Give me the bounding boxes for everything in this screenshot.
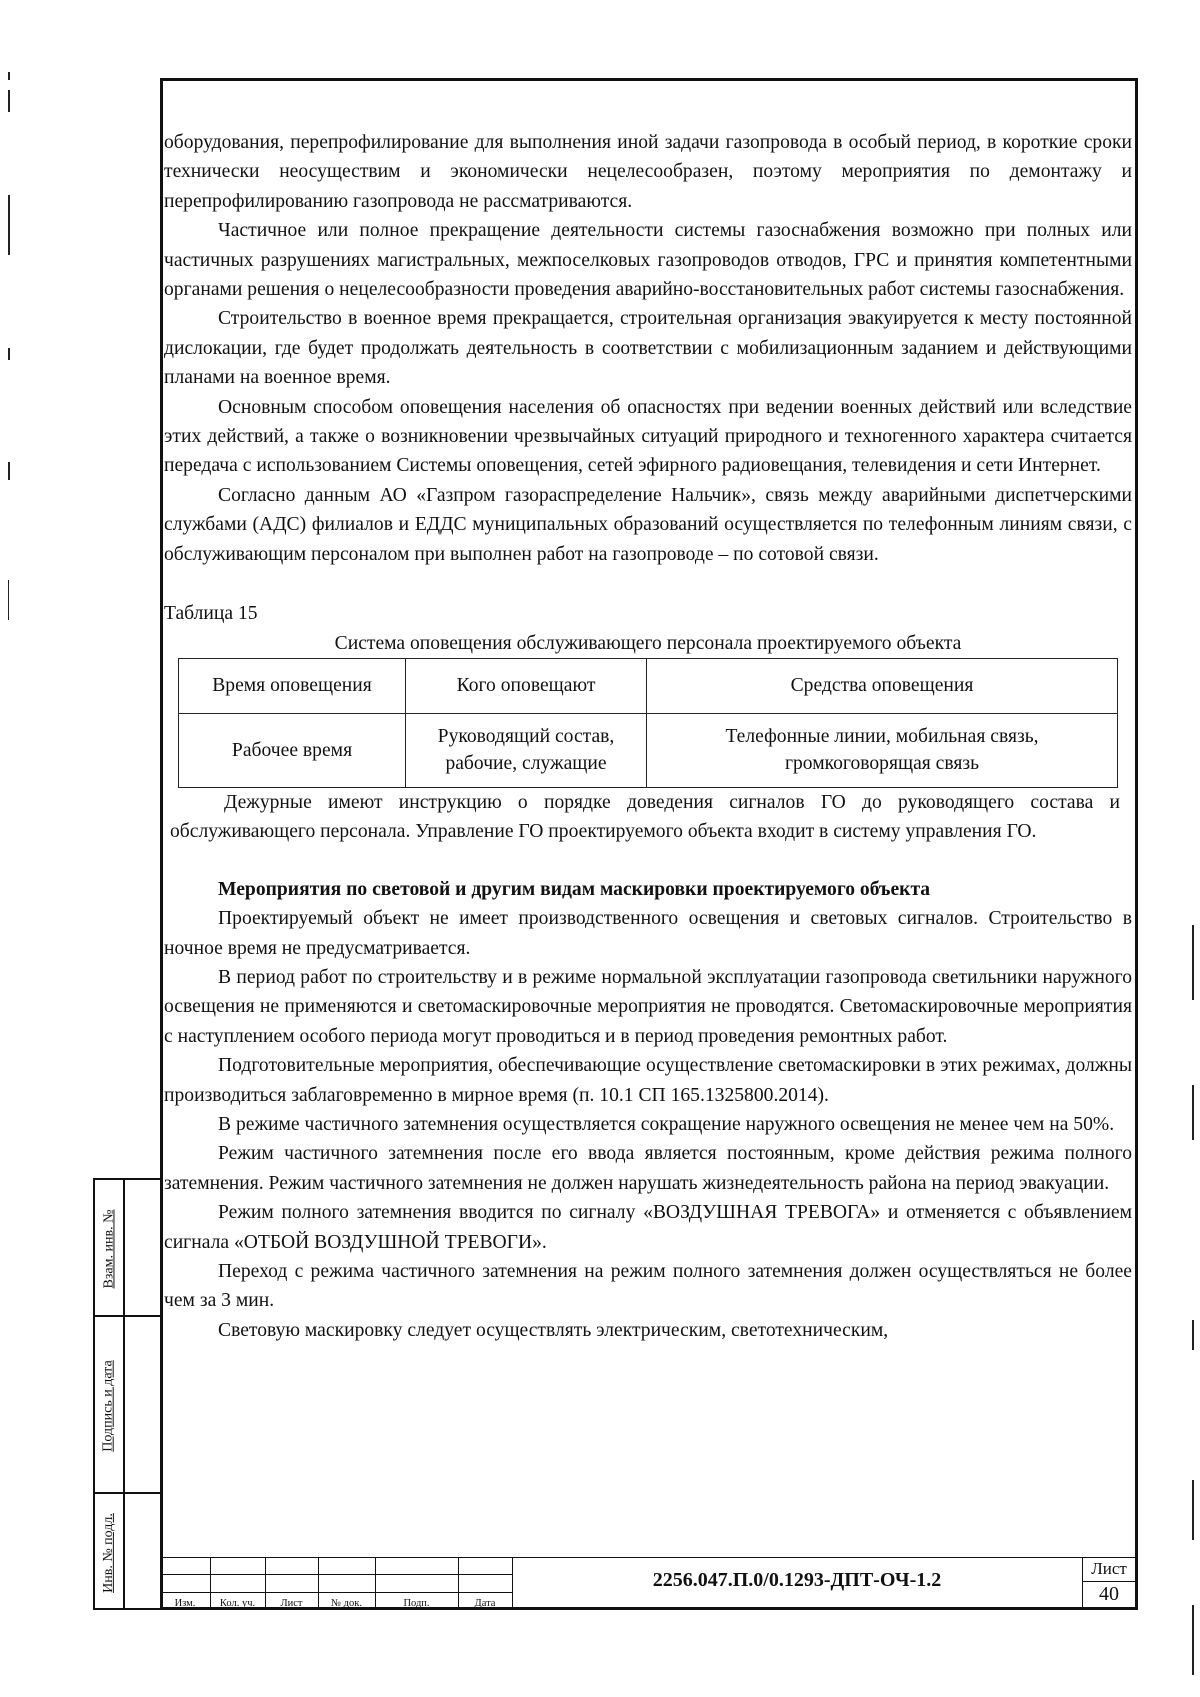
document-code: 2256.047.П.0/0.1293-ДПТ-ОЧ-1.2: [652, 1569, 942, 1591]
table-row: [179, 713, 1118, 787]
strip-row: [95, 1494, 160, 1612]
paragraph: Строительство в военное время прекращается, строительная организация эвакуируется к месту постоянной дислокации, где будет продолжать деятельность в соответствии с мобилизационным заданием и действующими планами на военное время.: [164, 308, 1132, 389]
table-cell: [647, 713, 1118, 787]
sheet-label: Лист: [1091, 1559, 1127, 1578]
section-heading: Мероприятия по световой и другим видам маскировки проектируемого объекта: [218, 878, 931, 900]
paragraph: Подготовительные мероприятия, обеспечивающие осуществление светомаскировки в этих режимах, должны производиться заблаговременно в мирное время (п. 10.1 СП 165.1325800.2014).: [164, 1055, 1132, 1106]
scan-mark: [1192, 1085, 1194, 1140]
paragraph: Частичное или полное прекращение деятельности системы газоснабжения возможно при полных или частичных разрушениях магистральных, межпоселковых газопроводов отводов, ГРС и принятия компетентными органами решения о нецелесообразности проведения аварийно-восстановительных работ системы газоснабжения.: [164, 220, 1132, 301]
approval-strip: [93, 1178, 160, 1610]
stamp-col-label: Дата: [474, 1598, 496, 1609]
stamp-col-label: Лист: [280, 1598, 303, 1609]
table-caption: Система оповещения обслуживающего персонала проектируемого объекта: [334, 632, 962, 654]
notification-table: [178, 658, 1118, 788]
table-header-row: [179, 658, 1118, 713]
paragraph: Световую маскировку следует осуществлять электрическим, светотехническим,: [218, 1319, 889, 1341]
scan-mark: [1192, 925, 1194, 1000]
table-cell: [406, 713, 647, 787]
scan-mark: [8, 72, 10, 80]
stamp-line: [1082, 1557, 1083, 1610]
table-cell-text: Руководящий состав, рабочие, служащие: [437, 726, 615, 775]
paragraph: В период работ по строительству и в режиме нормальной эксплуатации газопровода светильники наружного освещения не применяются и светомаскировочные мероприятия не проводятся. Светомаскировочные мероприятия с наступлением особого периода могут проводиться и в период проведения ремонтных работ.: [164, 966, 1132, 1047]
table-header-cell: Время оповещения: [179, 658, 406, 713]
scan-mark: [1192, 1605, 1194, 1675]
after-table-paragraph: Дежурные имеют инструкцию о порядке доведения сигналов ГО до руководящего состава и обслуживающего персонала. Управление ГО проектируемого объекта входит в систему управления ГО.: [170, 791, 1120, 843]
table-header-cell: Средства оповещения: [647, 658, 1118, 713]
strip-row: [95, 1180, 160, 1317]
stamp-col-label: Изм.: [174, 1598, 196, 1609]
paragraph: Режим частичного затемнения после его ввода является постоянным, кроме действия режима полного затемнения. Режим частичного затемнения не должен нарушать жизнедеятельность района на период эвакуации.: [164, 1143, 1132, 1194]
side-label-signature-date: Подпись и дата: [101, 1359, 117, 1452]
paragraph: Переход с режима частичного затемнения на режим полного затемнения должен осуществляться не более чем за 3 мин.: [164, 1261, 1132, 1312]
scan-mark: [8, 462, 10, 480]
paragraph: В режиме частичного затемнения осуществляется сокращение наружного освещения не менее чем на 50%.: [218, 1113, 1115, 1135]
scan-mark: [8, 90, 10, 112]
paragraph: Согласно данным АО «Газпром газораспределение Нальчик», связь между аварийными диспетчерскими службами (АДС) филиалов и ЕДДС муниципальных образований осуществляется по телефонным линиям связи, с обслуживающим персоналом при выполнен работ на газопроводе – по сотовой связи.: [164, 484, 1132, 565]
strip-row: [95, 1317, 160, 1494]
paragraph: Основным способом оповещения населения об опасностях при ведении военных действий или вследствие этих действий, а также о возникновении чрезвычайных ситуаций природного и техногенного характера считается передача с использованием Системы оповещения, сетей эфирного радиовещания, телевидения и сети Интернет.: [164, 396, 1132, 477]
stamp-col-label: Кол. уч.: [219, 1598, 256, 1609]
paragraphs-top: [164, 128, 1132, 569]
table-header-cell: Кого оповещают: [406, 658, 647, 713]
stamp-line: [1082, 1581, 1138, 1582]
side-label-original-inv: Инв. № подл.: [101, 1513, 116, 1593]
paragraph: Режим полного затемнения вводится по сигналу «ВОЗДУШНАЯ ТРЕВОГА» и отменяется с объявлением сигнала «ОТБОЙ ВОЗДУШНОЙ ТРЕВОГИ».: [164, 1202, 1132, 1253]
stamp-line: [160, 1574, 512, 1575]
scan-mark: [8, 348, 10, 360]
scan-mark: [8, 195, 10, 255]
side-label-replaced-inv: Взам. инв. №: [101, 1209, 116, 1288]
document-body: [164, 128, 1132, 1345]
sheet-number: 40: [1099, 1583, 1119, 1605]
stamp-line: [160, 1557, 1138, 1558]
table-cell-text: Телефонные линии, мобильная связь, громкоговорящая связь: [725, 726, 1039, 775]
paragraph: оборудования, перепрофилирование для выполнения иной задачи газопровода в особый период, в короткие сроки технически неосуществим и экономически нецелесообразен, поэтому мероприятия по демонтажу и перепрофилированию газопровода не рассматриваются.: [164, 132, 1132, 212]
title-block: [160, 1557, 1138, 1610]
stamp-col-label: Подп.: [403, 1598, 430, 1609]
paragraph: Проектируемый объект не имеет производственного освещения и световых сигналов. Строительство в ночное время не предусматривается.: [164, 908, 1132, 959]
stamp-col-label: № док.: [331, 1598, 362, 1609]
scan-mark: [1192, 1480, 1194, 1540]
scan-mark: [8, 580, 9, 620]
stamp-line: [160, 1592, 512, 1593]
scan-mark: [1192, 1320, 1194, 1350]
table-cell: Рабочее время: [179, 713, 406, 787]
table-number: Таблица 15: [164, 603, 258, 625]
paragraphs-bottom: [164, 904, 1132, 1345]
